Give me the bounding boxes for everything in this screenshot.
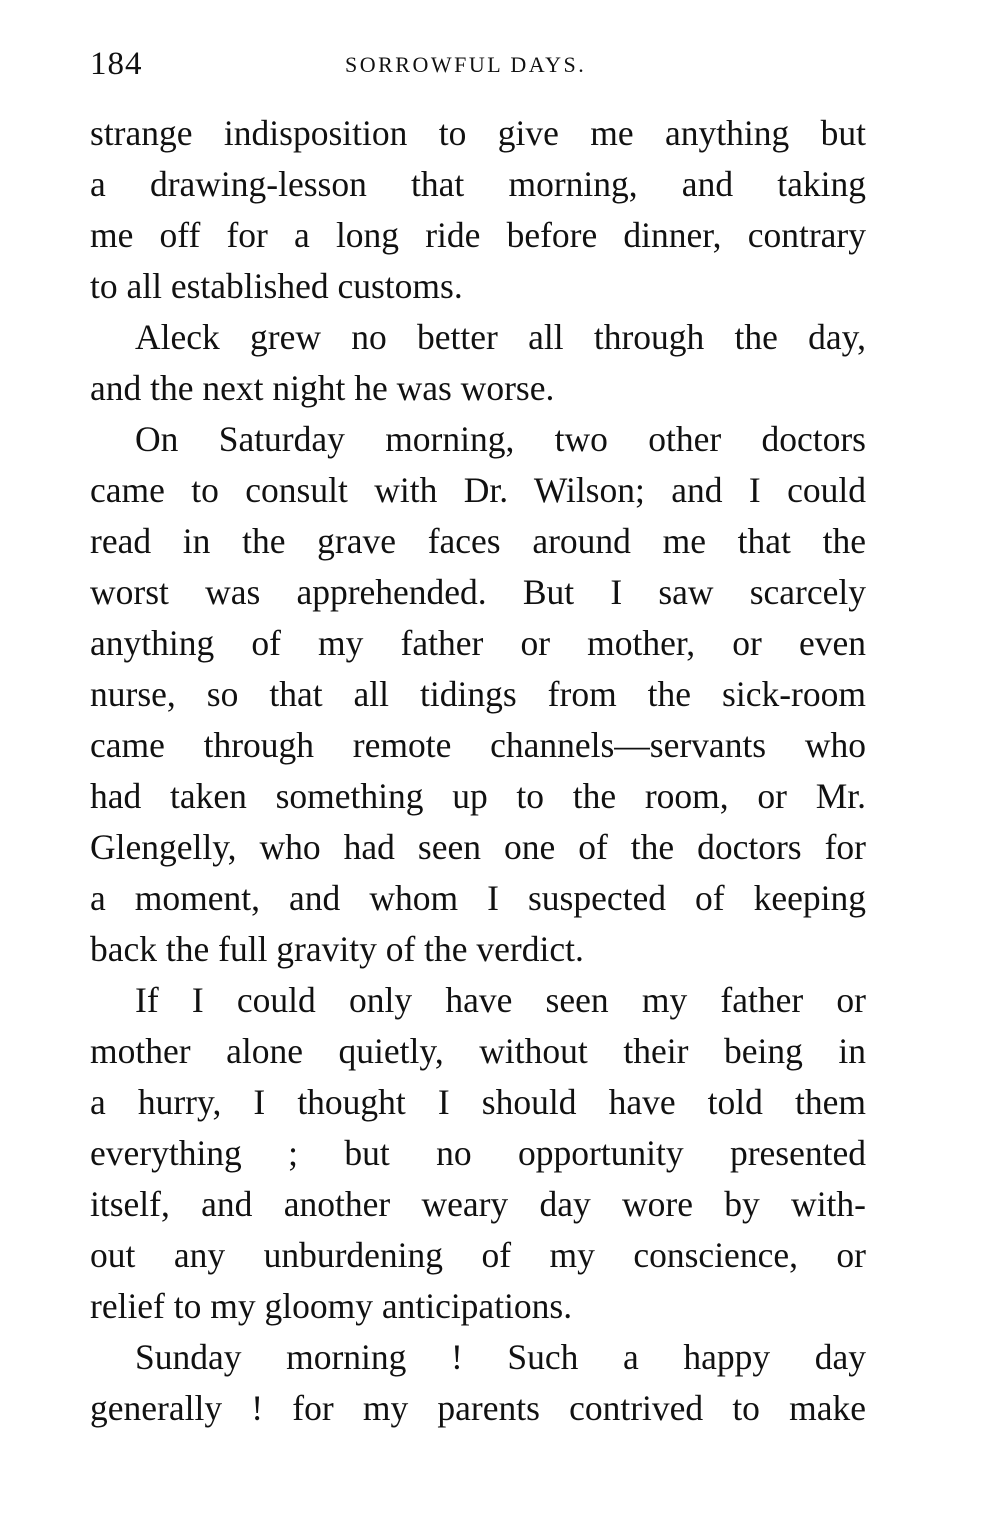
text-line: Glengelly, who had seen one of the doctors for	[90, 827, 866, 867]
text-line: out any unburdening of my conscience, or	[90, 1235, 866, 1275]
text-line: back the full gravity of the verdict.	[90, 929, 584, 969]
page-number: 184	[90, 46, 143, 82]
text-line: me off for a long ride before dinner, contrary	[90, 215, 866, 255]
text-line: to all established customs.	[90, 266, 463, 306]
text-line: mother alone quietly, without their being in	[90, 1031, 866, 1071]
text-line: On Saturday morning, two other doctors	[135, 419, 866, 459]
text-line: nurse, so that all tidings from the sick-room	[90, 674, 866, 714]
text-line: came to consult with Dr. Wilson; and I could	[90, 470, 866, 510]
text-line: everything ; but no opportunity presented	[90, 1133, 866, 1173]
text-line: Sunday morning ! Such a happy day	[135, 1337, 866, 1377]
text-line: a moment, and whom I suspected of keeping	[90, 878, 866, 918]
text-line: Aleck grew no better all through the day,	[135, 317, 866, 357]
text-line: a hurry, I thought I should have told them	[90, 1082, 866, 1122]
running-title: SORROWFUL DAYS.	[345, 52, 587, 77]
text-line: had taken something up to the room, or Mr.	[90, 776, 866, 816]
text-line: If I could only have seen my father or	[135, 980, 866, 1020]
text-line: itself, and another weary day wore by with-	[90, 1184, 866, 1224]
text-line: a drawing-lesson that morning, and taking	[90, 164, 866, 204]
text-line: read in the grave faces around me that the	[90, 521, 866, 561]
text-line: and the next night he was worse.	[90, 368, 555, 408]
text-line: anything of my father or mother, or even	[90, 623, 866, 663]
text-line: came through remote channels—servants who	[90, 725, 866, 765]
running-head	[90, 44, 866, 84]
text-line: worst was apprehended. But I saw scarcely	[90, 572, 866, 612]
text-line: strange indisposition to give me anything but	[90, 113, 866, 153]
text-line: generally ! for my parents contrived to make	[90, 1388, 866, 1428]
body-text	[90, 108, 866, 1434]
text-line: relief to my gloomy anticipations.	[90, 1286, 573, 1326]
